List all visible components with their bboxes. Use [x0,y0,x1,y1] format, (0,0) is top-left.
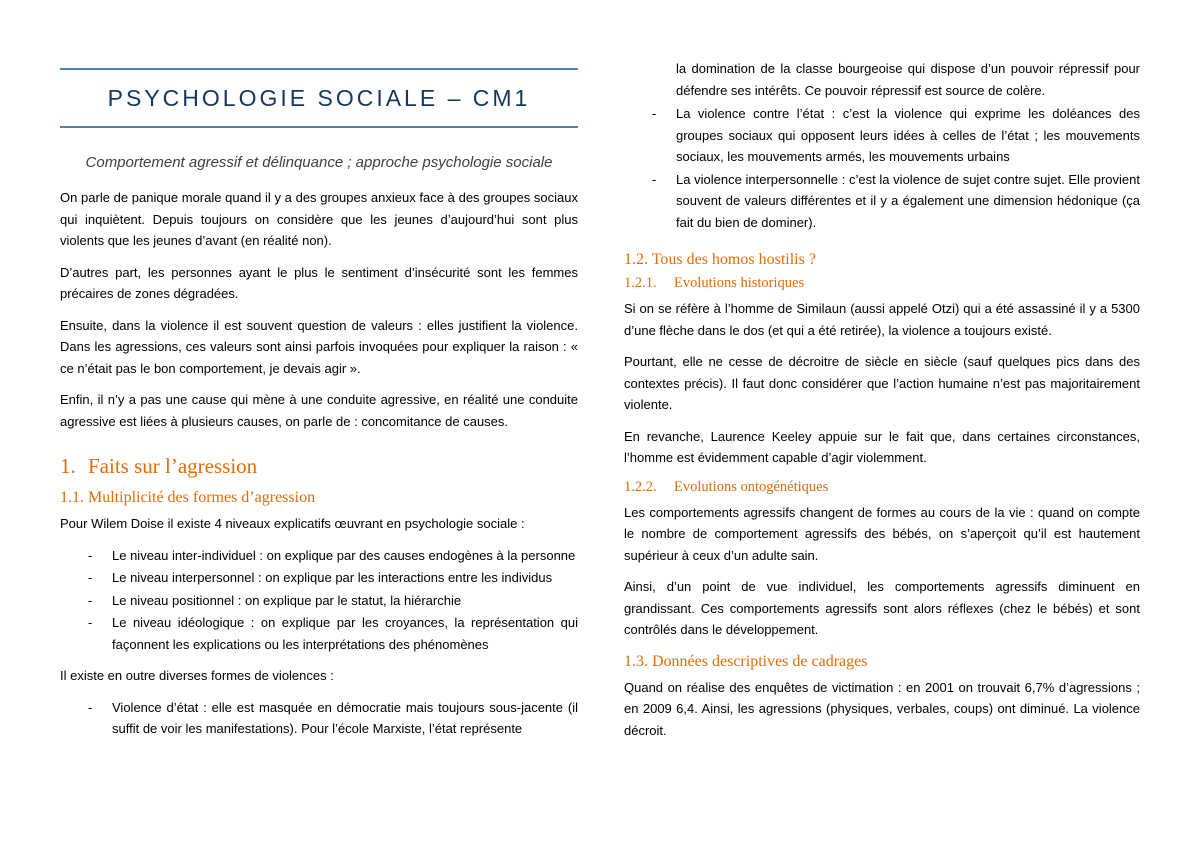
title-box [60,68,578,128]
list-item: - Le niveau interpersonnel : on explique par les interactions entre les individus [88,570,553,585]
list-item: - Le niveau idéologique : on explique par les croyances, la représentation qui façonnent les explications ou les interprétations des phénomènes [88,615,578,652]
paragraph-panique-morale: On parle de panique morale quand il y a des groupes anxieux face à des groupes sociaux qui inquiètent. Depuis toujours on considère que les jeunes d’aujourd’hui sont plus violents que les jeunes d’avant (en réalité non). [60,190,578,248]
list-item: - La violence contre l’état : c’est la violence qui exprime les doléances des groupes sociaux qui opposent leurs idées à celles de l’état ; les mouvements sociaux, les mouvements armés, les mouvements urbains [652,106,1140,164]
paragraph-concomitance: Enfin, il n’y a pas une cause qui mène à une conduite agressive, en réalité une conduite agressive est liées à plusieurs causes, on parle de : concomitance de causes. [60,392,578,429]
paragraph-victimation: Quand on réalise des enquêtes de victimation : en 2001 on trouvait 6,7% d’agressions ; en 2009 6,4. Ainsi, les agressions (physiques, verbales, coups) ont diminué. La violence décroit. [624,679,1140,738]
heading-1-3: 1.3. Données descriptives de cadrages [624,652,868,670]
heading-1-2-2: 1.2.2. Evolutions ontogénétiques [624,478,829,495]
paragraph-keeley: En revanche, Laurence Keeley appuie sur le fait que, dans certaines circonstances, l’homme est évidemment capable d’agir violemment. [624,428,1140,465]
violence-list-cont [624,103,1140,233]
list-item: - Violence d’état : elle est masquée en démocratie mais toujours sous-jacente (il suffit de voir les manifestations). Pour l’école Marxiste, l’état représente [88,699,578,736]
left-column [60,0,578,750]
paragraph-doise: Pour Wilem Doise il existe 4 niveaux explicatifs œuvrant en psychologie sociale : [60,516,525,531]
heading-1-2-1: 1.2.1. Evolutions historiques [624,275,805,291]
list-continuation: la domination de la classe bourgeoise qui dispose d’un pouvoir répressif pour défendre ses intérêts. Ce pouvoir répressif est source de colère. [676,61,1140,98]
heading-1-text: Faits sur l’agression [88,454,258,478]
paragraph-formes-violence: Il existe en outre diverses formes de violences : [60,668,334,683]
right-column [624,58,1140,751]
list-item: - Le niveau positionnel : on explique par le statut, la hiérarchie [88,592,462,608]
heading-1 [60,454,578,479]
levels-list [60,545,578,656]
page-title: PSYCHOLOGIE SOCIALE – CM1 [107,84,531,111]
paragraph-insecurite: D’autres part, les personnes ayant le plus le sentiment d’insécurité sont les femmes précaires de zones dégradées. [60,264,578,301]
heading-1-1: 1.1. Multiplicité des formes d’agression [60,489,316,506]
paragraph-bebes: Les comportements agressifs changent de formes au cours de la vie : quand on compte le nombre de comportement agressifs des bébés, on s’aperçoit qu’il est hautement supérieur à ceux d’un adulte sain. [624,504,1140,563]
list-item: - Le niveau inter-individuel : on explique par des causes endogènes à la personne [88,547,576,563]
list-item: - La violence interpersonnelle : c’est la violence de sujet contre sujet. Elle provient souvent de valeurs différentes et il y a également une dimension hédonique (ça fait du bien de dominer). [652,171,1140,230]
heading-1-number: 1. [60,454,76,478]
violence-list-start [60,697,578,740]
paragraph-diminuent: Ainsi, d’un point de vue individuel, les comportements agressifs diminuent en grandissant. Ces comportements agressifs sont alors réflexes (chez le bébés) et sont contrôlés dans le développement. [624,579,1140,637]
paragraph-valeurs: Ensuite, dans la violence il est souvent question de valeurs : elles justifient la violence. Dans les agressions, ces valeurs sont ainsi parfois invoquées pour expliquer la raison : « ce n’était pas le bon comportement, je devais agir ». [60,317,578,376]
paragraph-otzi: Si on se réfère à l’homme de Similaun (aussi appelé Otzi) qui a été assassiné il y a 5300 d’une flèche dans le dos (et qui a été retirée), la violence a toujours existé. [624,301,1140,338]
paragraph-decroitre: Pourtant, elle ne cesse de décroitre de siècle en siècle (sauf quelques pics dans des contextes précis). Il faut donc considérer que l’action humaine n’est pas majoritairement violente. [624,354,1140,412]
page-subtitle: Comportement agressif et délinquance ; approche psychologie sociale [85,154,553,171]
heading-1-2: 1.2. Tous des homos hostilis ? [624,251,816,268]
